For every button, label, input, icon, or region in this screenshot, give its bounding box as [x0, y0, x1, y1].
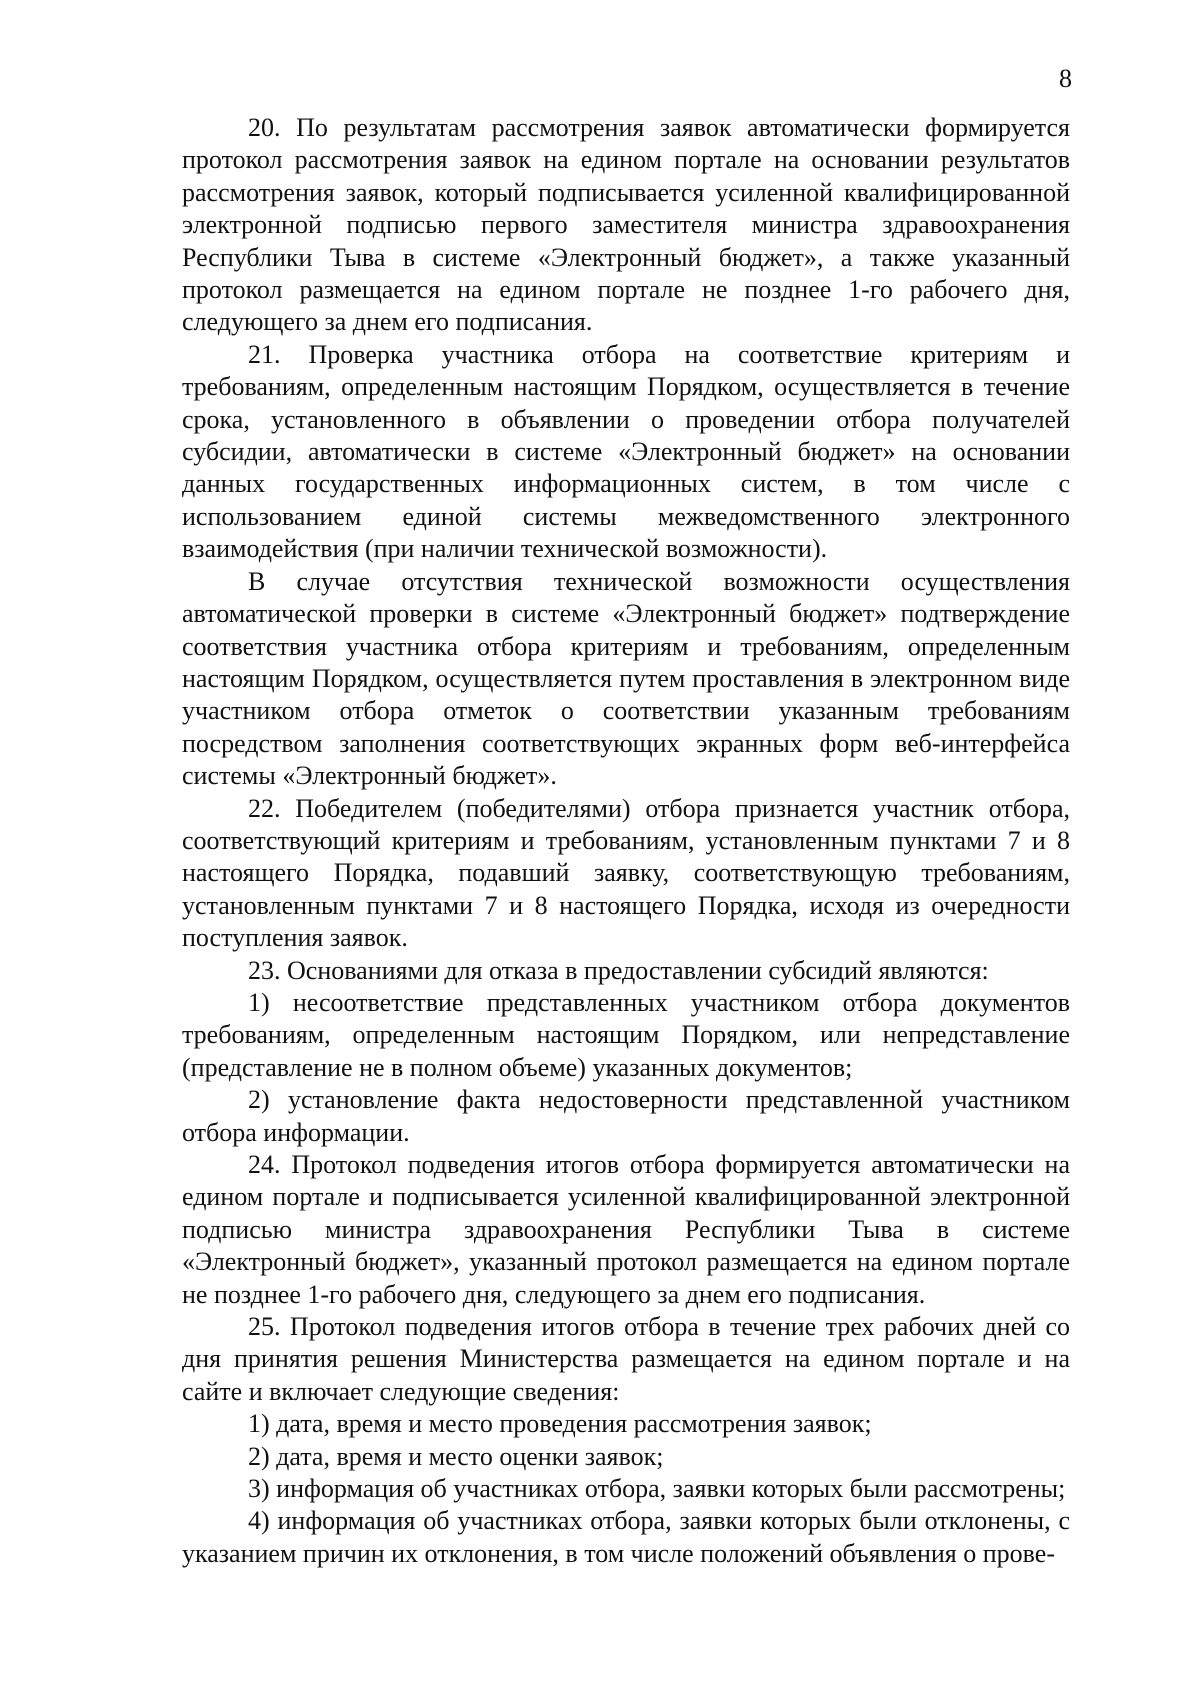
paragraph-23: 23. Основаниями для отказа в предоставлении субсидий являются:	[248, 955, 989, 985]
paragraph-25-item-3: 3) информация об участниках отбора, заявки которых были рассмотрены;	[248, 1474, 1066, 1504]
paragraph-25-item-2: 2) дата, время и место оценки заявок;	[248, 1441, 664, 1471]
paragraph-25: 25. Протокол подведения итогов отбора в течение трех рабочих дней со дня принятия решения Министерства размещается на едином портале и на сайте и включает следующие сведения:	[182, 1312, 1070, 1406]
document-body	[182, 112, 1070, 1570]
paragraph-24: 24. Протокол подведения итогов отбора формируется автоматически на едином портале и подписывается усиленной квалифицированной электронной подписью министра здравоохранения Республики Тыва в системе «Электронный бюджет», указанный протокол размещается на едином портале не позднее 1-го рабочего дня, следующего за днем его подписания.	[182, 1150, 1070, 1309]
paragraph-23-item-1: 1) несоответствие представленных участником отбора документов требованиям, определенным настоящим Порядком, или непредставление (представление не в полном объеме) указанных документов;	[182, 987, 1070, 1082]
paragraph-25-item-1: 1) дата, время и место проведения рассмотрения заявок;	[248, 1409, 872, 1439]
page-number: 8	[1059, 64, 1072, 93]
paragraph-20: 20. По результатам рассмотрения заявок автоматически формируется протокол рассмотрения заявок на едином портале на основании результатов рассмотрения заявок, который подписывается усиленной квалифицированной электронной подписью первого заместителя министра здравоохранения Республики Тыва в системе «Электронный бюджет», а также указанный протокол размещается на едином портале не позднее 1-го рабочего дня, следующего за днем его подписания.	[182, 113, 1070, 337]
paragraph-23-item-2: 2) установление факта недостоверности представленной участником отбора информации.	[182, 1085, 1070, 1147]
paragraph-21: 21. Проверка участника отбора на соответствие критериям и требованиям, определенным настоящим Порядком, осуществляется в течение срока, установленного в объявлении о проведении отбора получателей субсидии, автоматически в системе «Электронный бюджет» на основании данных государственных информационных систем, в том числе с использованием единой системы межведомственного электронного взаимодействия (при наличии технической возможности).	[182, 339, 1070, 564]
paragraph-25-item-4: 4) информация об участниках отбора, заявки которых были отклонены, с указанием причин их отклонения, в том числе положений объявления о прове-	[182, 1506, 1070, 1568]
paragraph-21-continued: В случае отсутствия технической возможности осуществления автоматической проверки в системе «Электронный бюджет» подтверждение соответствия участника отбора критериям и требованиям, определенным настоящим Порядком, осуществляется путем проставления в электронном виде участником отбора отметок о соответствии указанным требованиям посредством заполнения соответствующих экранных форм веб-интерфейса системы «Электронный бюджет».	[182, 566, 1070, 791]
paragraph-22: 22. Победителем (победителями) отбора признается участник отбора, соответствующий критериям и требованиям, установленным пунктами 7 и 8 настоящего Порядка, подавший заявку, соответствующую требованиям, установленным пунктами 7 и 8 настоящего Порядка, исходя из очередности поступления заявок.	[182, 793, 1070, 953]
